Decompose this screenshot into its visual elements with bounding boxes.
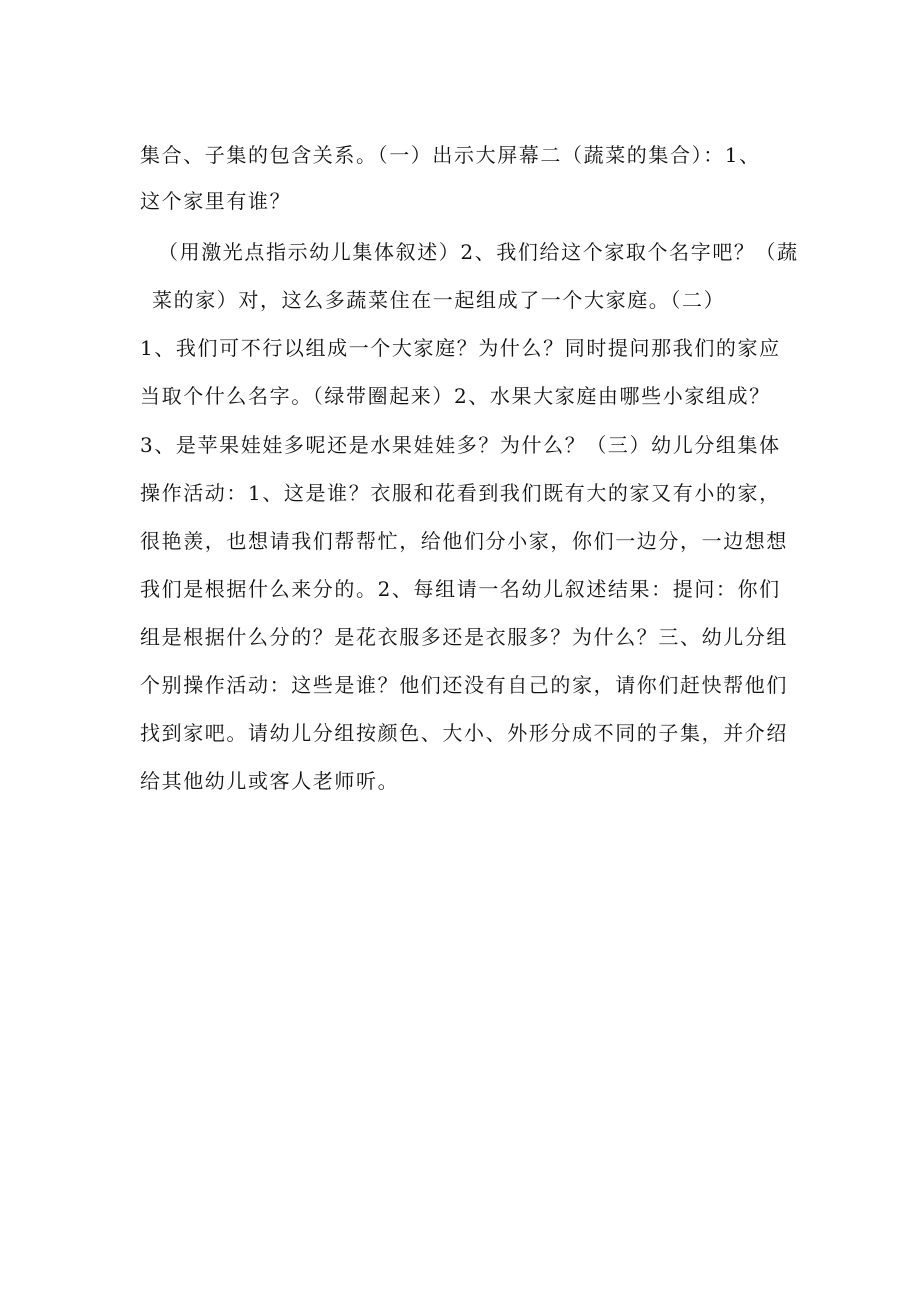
text-line: 1、我们可不行以组成一个大家庭？为什么？同时提问那我们的家应 (140, 336, 781, 360)
text-line: 操作活动：1、这是谁？衣服和花看到我们既有大的家又有小的家， (140, 481, 781, 505)
text-line: 集合、子集的包含关系。（一）出示大屏幕二（蔬菜的集合）：1、 (140, 143, 761, 167)
text-line: 给其他幼儿或客人老师听。 (140, 769, 400, 793)
text-line: 我们是根据什么来分的。2、每组请一名幼儿叙述结果：提问：你们 (140, 577, 781, 601)
text-line: 很艳羡，也想请我们帮帮忙，给他们分小家，你们一边分，一边想想 (140, 529, 788, 553)
text-line: 这个家里有谁？ (140, 189, 292, 213)
text-line: （用激光点指示幼儿集体叙述）2、我们给这个家取个名字吧？（蔬 (158, 240, 799, 264)
text-line: 当取个什么名字。（绿带圈起来）2、水果大家庭由哪些小家组成？ (140, 384, 771, 408)
text-line: 个别操作活动：这些是谁？他们还没有自己的家，请你们赶快帮他们 (140, 673, 788, 697)
text-line: 3、是苹果娃娃多呢还是水果娃娃多？为什么？（三）幼儿分组集体 (140, 433, 781, 457)
text-line: 菜的家）对，这么多蔬菜住在一起组成了一个大家庭。（二） (152, 288, 726, 312)
text-line: 组是根据什么分的？是花衣服多还是衣服多？为什么？三、幼儿分组 (140, 625, 788, 649)
text-line: 找到家吧。请幼儿分组按颜色、大小、外形分成不同的子集，并介绍 (140, 721, 788, 745)
